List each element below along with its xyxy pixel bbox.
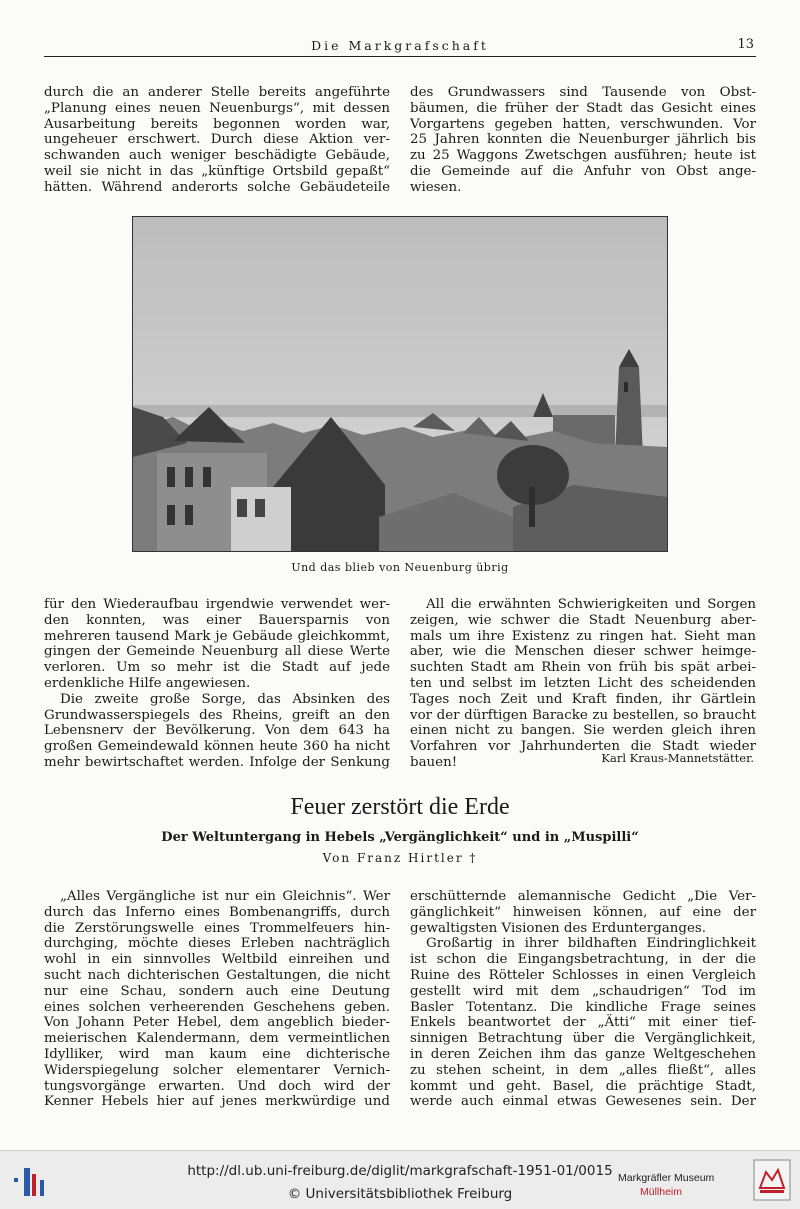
text-line: sucht nach dichterischen Gestaltungen, die nicht — [44, 967, 390, 983]
text-line: wiesen. — [410, 179, 462, 195]
header-rule — [44, 56, 756, 57]
text-line: gewaltigsten Visionen des Erdunterganges. — [410, 920, 707, 936]
text-line: Tages noch Zeit und Kraft finden, ihr Gärtlein — [410, 691, 756, 707]
text-line: den konnten, was einer Bauersparnis von — [44, 612, 390, 628]
text-line: suchten Stadt am Rhein von früh bis spät arbei- — [410, 660, 756, 676]
text-line: werde auch einmal etwas Gewesenes sein. Der — [410, 1094, 756, 1110]
text-line: „Alles Vergängliche ist nur ein Gleichnis“. Wer — [60, 889, 390, 904]
running-header: Die Markgrafschaft — [311, 38, 489, 53]
town-ruins-photo — [132, 216, 668, 552]
text-line: Von Johann Peter Hebel, dem angeblich bieder- — [44, 1015, 390, 1031]
text-line: mehr bewirtschaftet werden. Infolge der Senkung — [44, 754, 390, 770]
text-line: ungeheuer erschwert. Durch diese Aktion ver- — [44, 132, 390, 148]
text-line: durchging, möchte dieses Erleben nachträglich — [44, 936, 390, 952]
author-signature: Karl Kraus-Mannetstätter. — [601, 751, 754, 765]
text-line: nur eine Schau, sondern auch eine Deutung — [44, 983, 390, 999]
text-line: für den Wiederaufbau irgendwie verwendet wer- — [44, 597, 390, 612]
text-line: Basler Totentanz. Die kindliche Frage seines — [410, 999, 756, 1015]
middle-right-column — [410, 597, 756, 771]
text-line: bäumen, die früher der Stadt das Gesicht eines — [410, 100, 756, 116]
bottom-left-column — [44, 889, 390, 1110]
text-line: gestellt wird mit dem „schaudrigen“ Tod im — [410, 983, 756, 999]
text-line: aber, wie die Menschen dieser schwer heimge- — [410, 644, 756, 660]
text-line: All die erwähnten Schwierigkeiten und Sorgen — [426, 597, 756, 612]
text-line: sinnigen Betrachtung über die Vergänglichkeit, — [410, 1031, 756, 1047]
top-left-column — [44, 85, 390, 196]
text-line: wohl in ein sinnvolles Weltbild einreihen und — [44, 952, 390, 968]
text-line: meierischen Kalendermann, dem vermeintlichen — [44, 1031, 390, 1047]
text-line: zeigen, wie schwer die Stadt Neuenburg aber- — [410, 612, 756, 628]
text-line: ist schon die Eingangsbetrachtung, in der die — [410, 952, 756, 968]
photo-caption: Und das blieb von Neuenburg übrig — [291, 561, 509, 574]
text-line: die Gemeinde auf die Anfuhr von Obst ange- — [410, 163, 756, 179]
text-line: Kenner Hebels hier auf jenes merkwürdige und — [44, 1094, 390, 1110]
footer-copyright: © Universitätsbibliothek Freiburg — [287, 1186, 513, 1202]
text-line: hätten. Während anderorts solche Gebäudeteile — [44, 179, 390, 195]
middle-left-column — [44, 597, 390, 771]
text-line: durch das Inferno eines Bombenangriffs, durch — [44, 904, 390, 920]
text-line: Widerspiegelung solcher elementarer Vernich- — [44, 1062, 390, 1078]
text-line: Großartig in ihrer bildhaften Eindringlichkeit — [426, 936, 756, 952]
text-line: durch die an anderer Stelle bereits angeführte — [44, 85, 390, 100]
text-line: gingen der Gemeinde Neuenburg all diese Werte — [44, 644, 390, 660]
text-line: Die zweite große Sorge, das Absinken des — [60, 691, 390, 707]
text-line: Grundwasserspiegels des Rheins, greift an den — [44, 707, 390, 723]
text-line: in deren Zeichen ihm das ganze Weltgeschehen — [410, 1046, 756, 1062]
page-number: 13 — [737, 37, 754, 52]
text-line: mals um ihre Existenz zu ringen hat. Sieht man — [410, 628, 756, 644]
text-line: erschütternde alemannische Gedicht „Die Ver- — [410, 889, 756, 904]
article-byline: Von Franz Hirtler † — [322, 851, 478, 865]
text-line: die Zerstörungswelle eines Trommelfeuers hin- — [44, 920, 390, 936]
museum-city: Müllheim — [640, 1186, 683, 1198]
text-line: „Planung eines neuen Neuenburgs“, mit dessen — [44, 100, 390, 116]
text-line: mehreren tausend Mark je Gebäude gleichkommt, — [44, 628, 390, 644]
text-line: erdenkliche Hilfe angewiesen. — [44, 675, 251, 691]
text-line: zu stehen scheint, in dem „alles fließt“, alles — [410, 1062, 756, 1078]
text-line: eines solchen verheerenden Geschehens geben. — [44, 999, 390, 1015]
text-line: verloren. Um so mehr ist die Stadt auf jede — [44, 660, 390, 676]
museum-logo-icon — [752, 1158, 792, 1206]
text-line: 25 Jahren konnten die Neuenburger jährlich bis — [410, 132, 756, 148]
text-line: vor der dürftigen Baracke zu bestellen, so braucht — [410, 707, 756, 723]
text-line: schwanden auch weniger beschädigte Gebäude, — [44, 148, 390, 164]
text-line: ten und selbst im letzten Licht des scheidenden — [410, 675, 756, 691]
bottom-right-column — [410, 889, 756, 1110]
text-line: zu 25 Waggons Zwetschgen ausführen; heute ist — [410, 148, 756, 164]
text-line: bauen! — [410, 754, 458, 770]
article-title: Feuer zerstört die Erde — [290, 794, 510, 820]
footer-url-link[interactable]: http://dl.ub.uni-freiburg.de/diglit/markgrafschaft-1951-01/0015 — [187, 1163, 613, 1179]
top-right-column — [410, 85, 756, 196]
text-line: des Grundwassers sind Tausende von Obst- — [410, 85, 756, 100]
text-line: Idylliker, wird man kaum eine dichterische — [44, 1046, 390, 1062]
text-line: Lebensnerv der Bevölkerung. Von dem 643 ha — [44, 723, 390, 739]
text-line: tungsvorgänge erwarten. Und doch wird der — [44, 1078, 390, 1094]
text-line: Enkels beantwortet der „Ätti“ mit einer tief- — [410, 1015, 756, 1031]
text-line: einen nicht zu bangen. Sie werden gleich ihren — [410, 723, 756, 739]
text-line: kommt und geht. Basel, die prächtige Stadt, — [410, 1078, 756, 1094]
text-line: großen Gemeindewald können heute 360 ha nicht — [44, 739, 390, 755]
text-line: gänglichkeit“ hinweisen können, auf eine der — [410, 904, 756, 920]
article-subtitle: Der Weltuntergang in Hebels „Vergänglichkeit“ und in „Muspilli“ — [161, 830, 639, 845]
text-line: Vorgartens gegeben hatten, verschwunden. Vor — [410, 116, 756, 132]
text-line: Ruine des Rötteler Schlosses in einen Vergleich — [410, 967, 756, 983]
text-line: Vorfahren vor Jahrhunderten die Stadt wieder — [410, 739, 756, 755]
text-line: weil sie nicht in das „künftige Ortsbild gepaßt“ — [44, 163, 390, 179]
museum-name: Markgräfler Museum — [618, 1172, 715, 1184]
text-line: Ausarbeitung bereits begonnen worden war, — [44, 116, 390, 132]
